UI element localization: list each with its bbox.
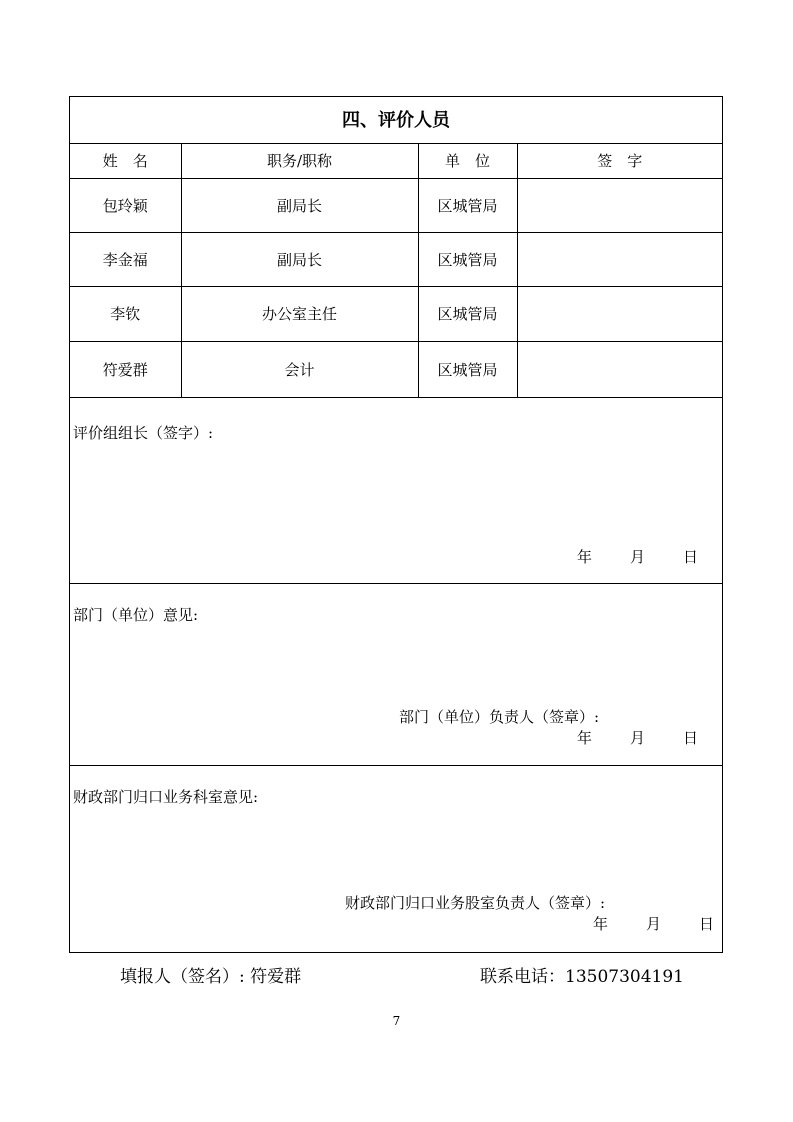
department-opinion-section[interactable] <box>70 584 722 766</box>
table-row <box>70 286 722 341</box>
evaluators-table <box>70 143 722 398</box>
cell-name: 符爱群 <box>70 341 181 397</box>
date-day: 日 <box>699 915 715 933</box>
filler-info: 填报人（签名）: 符爱群 <box>120 967 302 987</box>
date-year: 年 <box>577 729 593 747</box>
date-month: 月 <box>630 729 646 747</box>
cell-unit: 区城管局 <box>418 232 517 286</box>
cell-signature[interactable] <box>517 178 722 232</box>
date-day: 日 <box>683 729 699 747</box>
contact-phone: 联系电话：13507304191 <box>480 967 684 987</box>
date-month: 月 <box>646 915 662 933</box>
table-row <box>70 178 722 232</box>
cell-signature[interactable] <box>517 232 722 286</box>
header-unit: 单 位 <box>418 143 517 178</box>
cell-unit: 区城管局 <box>418 286 517 341</box>
leader-signature-label: 评价组组长（签字）: <box>73 424 214 442</box>
date-year: 年 <box>593 915 609 933</box>
cell-position: 办公室主任 <box>181 286 418 341</box>
cell-name: 李金福 <box>70 232 181 286</box>
cell-signature[interactable] <box>517 286 722 341</box>
cell-signature[interactable] <box>517 341 722 397</box>
evaluation-form-frame <box>69 96 723 953</box>
table-row <box>70 232 722 286</box>
finance-signer-label: 财政部门归口业务股室负责人（签章）: <box>345 894 606 912</box>
department-opinion-label: 部门（单位）意见: <box>73 606 199 624</box>
department-signer-label: 部门（单位）负责人（签章）: <box>399 708 600 726</box>
table-header-row <box>70 143 722 178</box>
cell-position: 副局长 <box>181 232 418 286</box>
cell-name: 李钦 <box>70 286 181 341</box>
header-position: 职务/职称 <box>181 143 418 178</box>
leader-date <box>577 546 698 567</box>
cell-name: 包玲颖 <box>70 178 181 232</box>
cell-position: 副局长 <box>181 178 418 232</box>
header-name: 姓 名 <box>70 143 181 178</box>
date-day: 日 <box>683 548 699 566</box>
cell-unit: 区城管局 <box>418 341 517 397</box>
finance-opinion-label: 财政部门归口业务科室意见: <box>73 788 259 806</box>
cell-position: 会计 <box>181 341 418 397</box>
date-month: 月 <box>630 548 646 566</box>
finance-date <box>593 913 714 934</box>
section-title: 四、评价人员 <box>70 97 722 144</box>
department-date <box>577 727 698 748</box>
table-row <box>70 341 722 397</box>
leader-signature-section[interactable] <box>70 402 722 584</box>
cell-unit: 区城管局 <box>418 178 517 232</box>
page-number: 7 <box>392 1014 401 1028</box>
header-signature: 签 字 <box>517 143 722 178</box>
finance-opinion-section[interactable] <box>70 766 722 952</box>
date-year: 年 <box>577 548 593 566</box>
